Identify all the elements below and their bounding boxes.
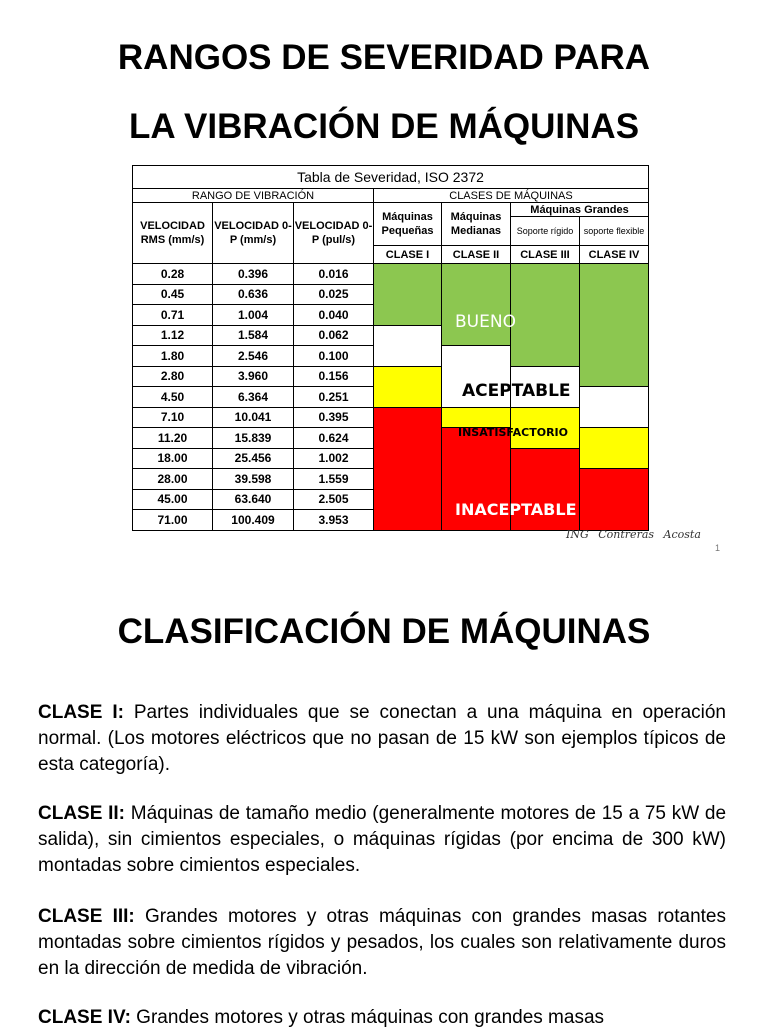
soporte-rigido-header: Soporte rígido	[511, 217, 580, 246]
zone-clase-iv-inaceptable	[580, 469, 649, 531]
clase-iii-header: CLASE III	[511, 246, 580, 264]
zone-clase-i-aceptable	[374, 325, 442, 366]
cell-vel-0p-mm: 0.636	[213, 284, 294, 305]
zone-label-aceptable: ACEPTABLE	[462, 381, 571, 401]
cell-vel-0p-mm: 0.396	[213, 264, 294, 285]
zone-clase-iv-aceptable	[580, 387, 649, 428]
author-signature: ING Contreras Acosta	[566, 528, 701, 541]
cell-vel-rms: 0.71	[133, 305, 213, 326]
cell-vel-0p-mm: 39.598	[213, 469, 294, 490]
zone-label-insatisfactorio: INSATISFACTORIO	[458, 426, 569, 439]
zone-label-bueno: BUENO	[455, 312, 516, 332]
clase-i-label: CLASE I:	[38, 702, 124, 723]
cell-vel-0p-mm: 6.364	[213, 387, 294, 408]
clase-ii-paragraph	[38, 801, 726, 879]
table-row	[133, 407, 649, 428]
cell-vel-0p-mm: 15.839	[213, 428, 294, 449]
clase-iv-text: Grandes motores y otras máquinas con grandes masas	[130, 1007, 605, 1028]
cell-vel-0p-mm: 25.456	[213, 448, 294, 469]
col-header-vel-0p-pul: VELOCIDAD 0-P (pul/s)	[294, 203, 374, 264]
clases-header: CLASES DE MÁQUINAS	[374, 189, 649, 203]
cell-vel-0p-pul: 1.559	[294, 469, 374, 490]
clase-ii-label: CLASE II:	[38, 803, 126, 824]
zone-clase-iv-bueno	[580, 264, 649, 387]
cell-vel-0p-pul: 0.016	[294, 264, 374, 285]
clase-iii-paragraph	[38, 904, 726, 982]
cell-vel-0p-pul: 0.251	[294, 387, 374, 408]
cell-vel-0p-pul: 2.505	[294, 489, 374, 510]
clase-iv-label: CLASE IV:	[38, 1007, 131, 1028]
zone-clase-iii-bueno	[511, 264, 580, 367]
page-title-line-1: RANGOS DE SEVERIDAD PARA	[117, 38, 651, 77]
clase-i-header: CLASE I	[374, 246, 442, 264]
cell-vel-rms: 0.45	[133, 284, 213, 305]
table-caption: Tabla de Severidad, ISO 2372	[133, 166, 649, 189]
zone-clase-iv-insatisfactorio	[580, 428, 649, 469]
col-header-vel-rms: VELOCIDAD RMS (mm/s)	[133, 203, 213, 264]
cell-vel-0p-pul: 1.002	[294, 448, 374, 469]
zone-clase-ii-insatisfactorio	[442, 407, 511, 428]
cell-vel-0p-pul: 3.953	[294, 510, 374, 531]
cell-vel-rms: 2.80	[133, 366, 213, 387]
soporte-flexible-header: soporte flexible	[580, 217, 649, 246]
cell-vel-0p-pul: 0.156	[294, 366, 374, 387]
zone-clase-i-inaceptable	[374, 407, 442, 530]
clase-ii-text: Máquinas de tamaño medio (generalmente motores de 15 a 75 kW de salida), sin cimientos especiales, o máquinas rígidas (por encima de 300 kW) montadas sobre cimientos especiales.	[38, 803, 727, 876]
cell-vel-rms: 1.80	[133, 346, 213, 367]
cell-vel-0p-mm: 3.960	[213, 366, 294, 387]
clase-iv-paragraph	[38, 1005, 726, 1031]
page-title-line-2: LA VIBRACIÓN DE MÁQUINAS	[128, 107, 640, 146]
cell-vel-rms: 18.00	[133, 448, 213, 469]
cell-vel-0p-pul: 0.100	[294, 346, 374, 367]
cell-vel-0p-mm: 63.640	[213, 489, 294, 510]
cell-vel-0p-pul: 0.062	[294, 325, 374, 346]
cell-vel-0p-pul: 0.624	[294, 428, 374, 449]
clase-i-paragraph	[38, 700, 726, 778]
clase-iv-header: CLASE IV	[580, 246, 649, 264]
clase-ii-header: CLASE II	[442, 246, 511, 264]
table-row	[133, 264, 649, 285]
cell-vel-rms: 45.00	[133, 489, 213, 510]
zone-clase-i-insatisfactorio	[374, 366, 442, 407]
cell-vel-0p-mm: 100.409	[213, 510, 294, 531]
maq-medianas-header: Máquinas Medianas	[442, 203, 511, 246]
maq-grandes-header: Máquinas Grandes	[511, 203, 649, 217]
clase-iii-label: CLASE III:	[38, 906, 135, 927]
zone-label-inaceptable: INACEPTABLE	[455, 500, 577, 519]
cell-vel-0p-mm: 1.584	[213, 325, 294, 346]
table-row	[133, 366, 649, 387]
cell-vel-rms: 1.12	[133, 325, 213, 346]
rango-header: RANGO DE VIBRACIÓN	[133, 189, 374, 203]
cell-vel-0p-pul: 0.025	[294, 284, 374, 305]
cell-vel-rms: 7.10	[133, 407, 213, 428]
cell-vel-rms: 28.00	[133, 469, 213, 490]
cell-vel-0p-pul: 0.040	[294, 305, 374, 326]
col-header-vel-0p-mm: VELOCIDAD 0-P (mm/s)	[213, 203, 294, 264]
clase-iii-text: Grandes motores y otras máquinas con grandes masas rotantes montadas sobre cimientos rígidos y pesados, los cuales son relativamente duros en la dirección de medida de vibración.	[38, 906, 726, 979]
cell-vel-rms: 0.28	[133, 264, 213, 285]
zone-clase-ii-bueno	[442, 264, 511, 346]
cell-vel-0p-mm: 2.546	[213, 346, 294, 367]
maq-pequenas-header: Máquinas Pequeñas	[374, 203, 442, 246]
cell-vel-0p-mm: 10.041	[213, 407, 294, 428]
cell-vel-rms: 71.00	[133, 510, 213, 531]
cell-vel-0p-pul: 0.395	[294, 407, 374, 428]
severity-table	[132, 165, 649, 531]
zone-clase-i-bueno	[374, 264, 442, 326]
cell-vel-0p-mm: 1.004	[213, 305, 294, 326]
cell-vel-rms: 11.20	[133, 428, 213, 449]
section-title: CLASIFICACIÓN DE MÁQUINAS	[117, 612, 651, 651]
cell-vel-rms: 4.50	[133, 387, 213, 408]
page-number: 1	[715, 543, 721, 553]
clase-i-text: Partes individuales que se conectan a una máquina en operación normal. (Los motores eléctricos que no pasan de 15 kW son ejemplos típicos de esta categoría).	[38, 702, 727, 775]
